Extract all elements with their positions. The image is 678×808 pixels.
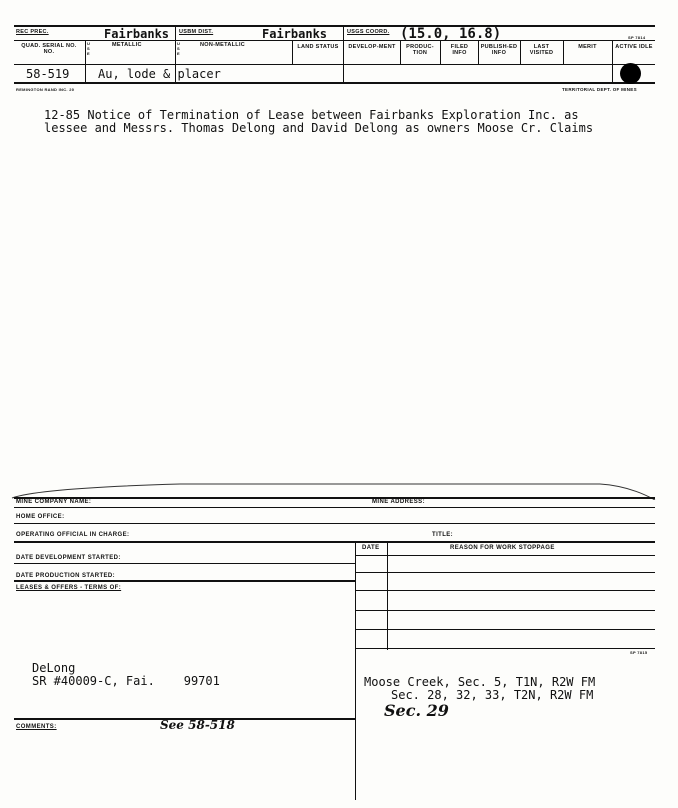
owner-address: SR #40009-C, Fai. 99701 [32, 674, 220, 688]
note-line-1: 12-85 Notice of Termination of Lease between Fairbanks Exploration Inc. as [44, 108, 579, 122]
home-office-label: HOME OFFICE: [16, 514, 65, 520]
usbm-dist-value: Fairbanks [262, 27, 328, 41]
location-line-1: Moose Creek, Sec. 5, T1N, R2W FM [364, 675, 596, 689]
form-number-bottom: SP 7815 [630, 650, 648, 655]
land-status-label: LAND STATUS [297, 44, 339, 50]
card-edge [0, 470, 678, 500]
location-line-2: Sec. 28, 32, 33, T2N, R2W FM [391, 688, 594, 702]
quad-serial-label: QUAD. SERIAL NO. NO. [21, 43, 77, 55]
form-number-top: SP 7814 [628, 35, 646, 40]
reason-column-label: REASON FOR WORK STOPPAGE [450, 545, 555, 551]
serial-value: 58-519 [26, 67, 70, 81]
metallic-value: Au, lode & placer [98, 67, 221, 81]
production-label: PRODUC-TION [406, 44, 434, 56]
date-development-started-label: DATE DEVELOPMENT STARTED: [16, 555, 121, 561]
rec-prec-value: Fairbanks [104, 27, 170, 41]
development-label: DEVELOP-MENT [348, 44, 396, 50]
title-label: TITLE: [432, 532, 454, 538]
use-letters-nonmetallic: U S E [177, 41, 181, 56]
comments-label: COMMENTS: [16, 724, 57, 730]
metallic-label: METALLIC [112, 42, 142, 48]
mine-address-label: MINE ADDRESS: [372, 499, 425, 505]
usbm-dist-label: USBM DIST. [179, 29, 214, 35]
date-production-started-label: DATE PRODUCTION STARTED: [16, 573, 116, 579]
usgs-coord-value: (15.0, 16.8) [400, 26, 502, 42]
last-visited-label: LAST VISITED [529, 44, 554, 56]
comments-handwritten-note: See 58-518 [160, 718, 235, 732]
header-value-rule [14, 64, 655, 65]
date-column-label: DATE [362, 545, 380, 551]
rec-prec-label: REC PREC. [16, 29, 49, 35]
location-handwritten-note: Sec. 29 [384, 701, 449, 720]
header-bottom-rule [14, 82, 655, 84]
filed-info-label: FILED INFO [450, 44, 469, 56]
territorial-label: TERRITORIAL DEPT. OF MINES [562, 87, 637, 92]
leases-label: LEASES & OFFERS - TERMS OF: [16, 585, 122, 591]
owner-name: DeLong [32, 661, 76, 675]
operating-official-label: OPERATING OFFICIAL IN CHARGE: [16, 532, 130, 538]
note-line-2: lessee and Messrs. Thomas Delong and David Delong as owners Moose Cr. Claims [44, 121, 594, 135]
use-letters-metallic: U S E [87, 41, 91, 56]
merit-label: MERIT [578, 44, 597, 50]
printer-line: REMINGTON RAND INC. 20 [16, 87, 75, 92]
usgs-coord-label: USGS COORD. [347, 29, 390, 35]
active-idle-label: ACTIVE IDLE [615, 44, 653, 50]
nonmetallic-label: NON-METALLIC [200, 42, 246, 48]
mine-company-name-label: MINE COMPANY NAME: [16, 499, 92, 505]
active-status-dot [620, 63, 641, 84]
published-info-label: PUBLISH-ED INFO [480, 44, 518, 56]
